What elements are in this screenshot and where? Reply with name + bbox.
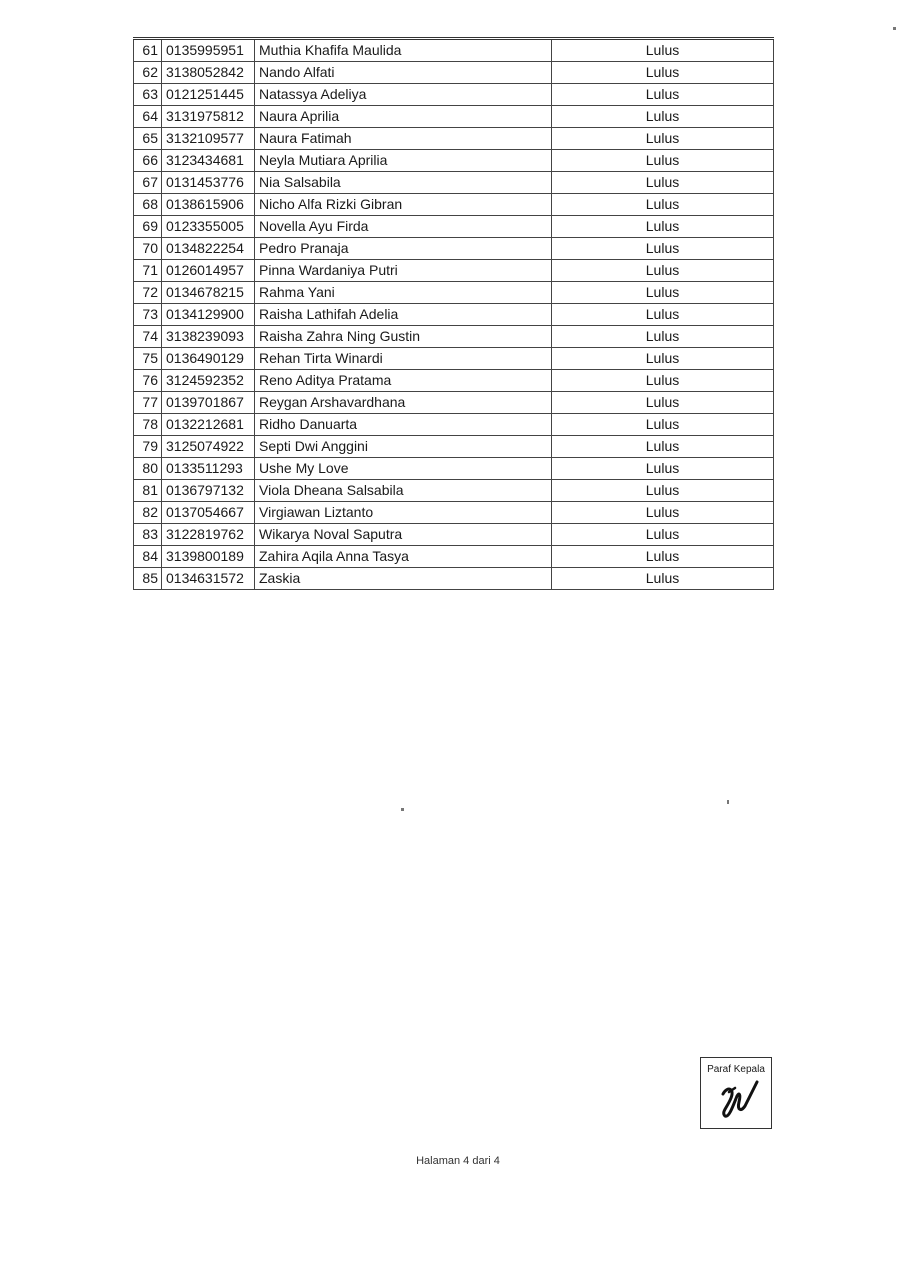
row-student-name: Neyla Mutiara Aprilia [255,150,552,172]
row-number: 72 [134,282,162,304]
table-row [134,216,774,238]
row-student-name: Ridho Danuarta [255,414,552,436]
row-nisn: 3138239093 [162,326,255,348]
row-nisn: 3139800189 [162,546,255,568]
row-number: 67 [134,172,162,194]
row-nisn: 0136797132 [162,480,255,502]
row-student-name: Raisha Lathifah Adelia [255,304,552,326]
row-nisn: 3131975812 [162,106,255,128]
row-student-name: Nicho Alfa Rizki Gibran [255,194,552,216]
paraf-box [700,1057,772,1129]
row-number: 81 [134,480,162,502]
row-number: 76 [134,370,162,392]
row-student-name: Naura Fatimah [255,128,552,150]
row-nisn: 0136490129 [162,348,255,370]
row-number: 65 [134,128,162,150]
row-student-name: Zahira Aqila Anna Tasya [255,546,552,568]
row-nisn: 0135995951 [162,39,255,62]
row-number: 83 [134,524,162,546]
row-number: 78 [134,414,162,436]
table-row [134,436,774,458]
row-status: Lulus [552,370,774,392]
row-status: Lulus [552,414,774,436]
table-row [134,524,774,546]
row-student-name: Novella Ayu Firda [255,216,552,238]
row-status: Lulus [552,326,774,348]
scan-speck [893,27,896,30]
row-status: Lulus [552,172,774,194]
row-student-name: Muthia Khafifa Maulida [255,39,552,62]
row-nisn: 0134129900 [162,304,255,326]
row-nisn: 0134631572 [162,568,255,590]
page-number: Halaman 4 dari 4 [416,1155,500,1167]
row-nisn: 0121251445 [162,84,255,106]
row-number: 80 [134,458,162,480]
row-student-name: Wikarya Noval Saputra [255,524,552,546]
table-row [134,546,774,568]
row-status: Lulus [552,524,774,546]
row-student-name: Rahma Yani [255,282,552,304]
row-number: 63 [134,84,162,106]
row-student-name: Raisha Zahra Ning Gustin [255,326,552,348]
table-row [134,194,774,216]
table-row [134,39,774,62]
row-student-name: Rehan Tirta Winardi [255,348,552,370]
row-nisn: 0139701867 [162,392,255,414]
paraf-label: Paraf Kepala [707,1064,765,1075]
row-nisn: 3125074922 [162,436,255,458]
table-row [134,84,774,106]
row-nisn: 3122819762 [162,524,255,546]
table-row [134,106,774,128]
row-student-name: Viola Dheana Salsabila [255,480,552,502]
row-number: 79 [134,436,162,458]
row-student-name: Zaskia [255,568,552,590]
row-nisn: 0134822254 [162,238,255,260]
table-row [134,480,774,502]
row-nisn: 0123355005 [162,216,255,238]
scan-speck [401,808,404,811]
row-number: 71 [134,260,162,282]
row-status: Lulus [552,62,774,84]
row-student-name: Nia Salsabila [255,172,552,194]
row-number: 74 [134,326,162,348]
row-status: Lulus [552,436,774,458]
row-number: 77 [134,392,162,414]
row-status: Lulus [552,348,774,370]
row-status: Lulus [552,194,774,216]
row-number: 69 [134,216,162,238]
row-student-name: Natassya Adeliya [255,84,552,106]
row-student-name: Reygan Arshavardhana [255,392,552,414]
row-nisn: 0131453776 [162,172,255,194]
row-nisn: 0137054667 [162,502,255,524]
table-row [134,568,774,590]
row-status: Lulus [552,216,774,238]
row-number: 64 [134,106,162,128]
table-row [134,304,774,326]
row-status: Lulus [552,84,774,106]
row-student-name: Pinna Wardaniya Putri [255,260,552,282]
table-row [134,260,774,282]
row-nisn: 3123434681 [162,150,255,172]
table-body [134,39,774,590]
row-status: Lulus [552,282,774,304]
row-student-name: Nando Alfati [255,62,552,84]
row-student-name: Septi Dwi Anggini [255,436,552,458]
row-nisn: 0138615906 [162,194,255,216]
table-row [134,238,774,260]
row-student-name: Naura Aprilia [255,106,552,128]
signature-icon [717,1076,761,1122]
row-number: 73 [134,304,162,326]
row-number: 61 [134,39,162,62]
row-status: Lulus [552,568,774,590]
row-status: Lulus [552,546,774,568]
row-status: Lulus [552,260,774,282]
table-row [134,62,774,84]
table-row [134,128,774,150]
table-row [134,414,774,436]
scan-speck [727,800,729,804]
row-status: Lulus [552,480,774,502]
row-number: 70 [134,238,162,260]
table-row [134,282,774,304]
row-number: 84 [134,546,162,568]
row-number: 62 [134,62,162,84]
row-status: Lulus [552,304,774,326]
row-nisn: 3132109577 [162,128,255,150]
row-number: 66 [134,150,162,172]
table-row [134,370,774,392]
table-row [134,150,774,172]
row-student-name: Pedro Pranaja [255,238,552,260]
row-status: Lulus [552,150,774,172]
row-student-name: Virgiawan Liztanto [255,502,552,524]
row-number: 68 [134,194,162,216]
row-status: Lulus [552,502,774,524]
row-student-name: Reno Aditya Pratama [255,370,552,392]
row-status: Lulus [552,39,774,62]
row-nisn: 0133511293 [162,458,255,480]
row-nisn: 3138052842 [162,62,255,84]
row-number: 82 [134,502,162,524]
row-nisn: 3124592352 [162,370,255,392]
row-nisn: 0134678215 [162,282,255,304]
table-row [134,502,774,524]
row-number: 85 [134,568,162,590]
row-status: Lulus [552,458,774,480]
row-status: Lulus [552,392,774,414]
row-status: Lulus [552,128,774,150]
row-student-name: Ushe My Love [255,458,552,480]
row-nisn: 0132212681 [162,414,255,436]
table-row [134,348,774,370]
row-number: 75 [134,348,162,370]
graduation-results-table [133,37,774,590]
row-status: Lulus [552,238,774,260]
row-nisn: 0126014957 [162,260,255,282]
row-status: Lulus [552,106,774,128]
table-row [134,458,774,480]
table-row [134,392,774,414]
table-row [134,172,774,194]
table-row [134,326,774,348]
